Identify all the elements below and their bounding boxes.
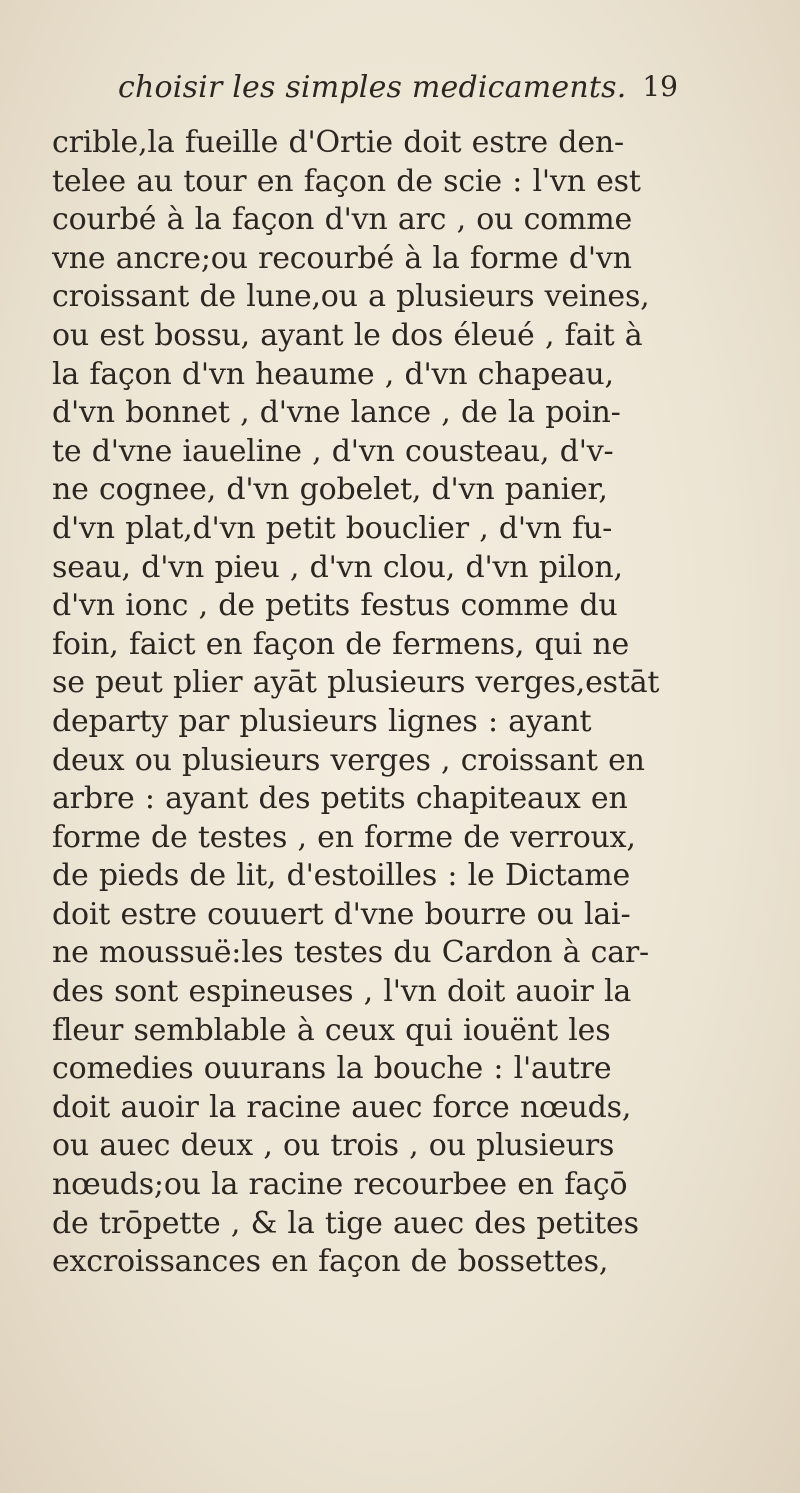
page-header [118, 70, 678, 120]
page-number: 19 [642, 70, 678, 103]
text-line: deux ou plusieurs verges , croissant en [52, 742, 645, 778]
text-line: d'vn plat,d'vn petit bouclier , d'vn fu- [52, 510, 613, 546]
text-line: de pieds de lit, d'estoilles : le Dictame [52, 858, 631, 894]
text-line: foin, faict en façon de fermens, qui ne [52, 626, 630, 662]
text-line: ou auec deux , ou trois , ou plusieurs [52, 1128, 615, 1164]
text-line: de trōpette , & la tige auec des petites [52, 1205, 639, 1241]
body-text [52, 124, 672, 1282]
text-line: arbre : ayant des petits chapiteaux en [52, 781, 628, 817]
text-line: departy par plusieurs lignes : ayant [52, 703, 592, 739]
text-line: te d'vne iaueline , d'vn cousteau, d'v- [52, 433, 614, 469]
text-line: excroissances en façon de bossettes, [52, 1244, 609, 1280]
text-line: d'vn bonnet , d'vne lance , de la poin- [52, 395, 621, 431]
text-line: ne cognee, d'vn gobelet, d'vn panier, [52, 472, 608, 508]
text-line: se peut plier ayāt plusieurs verges,estāt [52, 665, 660, 701]
running-head: choisir les simples medicaments. [118, 70, 627, 105]
text-line: seau, d'vn pieu , d'vn clou, d'vn pilon, [52, 549, 623, 585]
text-line: doit auoir la racine auec force nœuds, [52, 1089, 632, 1125]
text-line: doit estre couuert d'vne bourre ou lai- [52, 896, 631, 932]
text-line: des sont espineuses , l'vn doit auoir la [52, 974, 632, 1010]
text-line: courbé à la façon d'vn arc , ou comme [52, 202, 633, 238]
text-line: comedies ouurans la bouche : l'autre [52, 1051, 612, 1087]
text-line: crible,la fueille d'Ortie doit estre den- [52, 125, 624, 160]
text-line: vne ancre;ou recourbé à la forme d'vn [52, 240, 632, 276]
text-line: croissant de lune,ou a plusieurs veines, [52, 279, 650, 315]
text-line: fleur semblable à ceux qui iouënt les [52, 1012, 611, 1048]
text-line: d'vn ionc , de petits festus comme du [52, 588, 618, 624]
text-line: forme de testes , en forme de verroux, [52, 819, 636, 855]
text-line: telee au tour en façon de scie : l'vn est [52, 163, 641, 199]
text-line: la façon d'vn heaume , d'vn chapeau, [52, 356, 614, 392]
text-line: ne moussuë:les testes du Cardon à car- [52, 935, 649, 971]
text-line: nœuds;ou la racine recourbee en façō [52, 1167, 628, 1203]
text-line: ou est bossu, ayant le dos éleué , fait à [52, 317, 643, 353]
